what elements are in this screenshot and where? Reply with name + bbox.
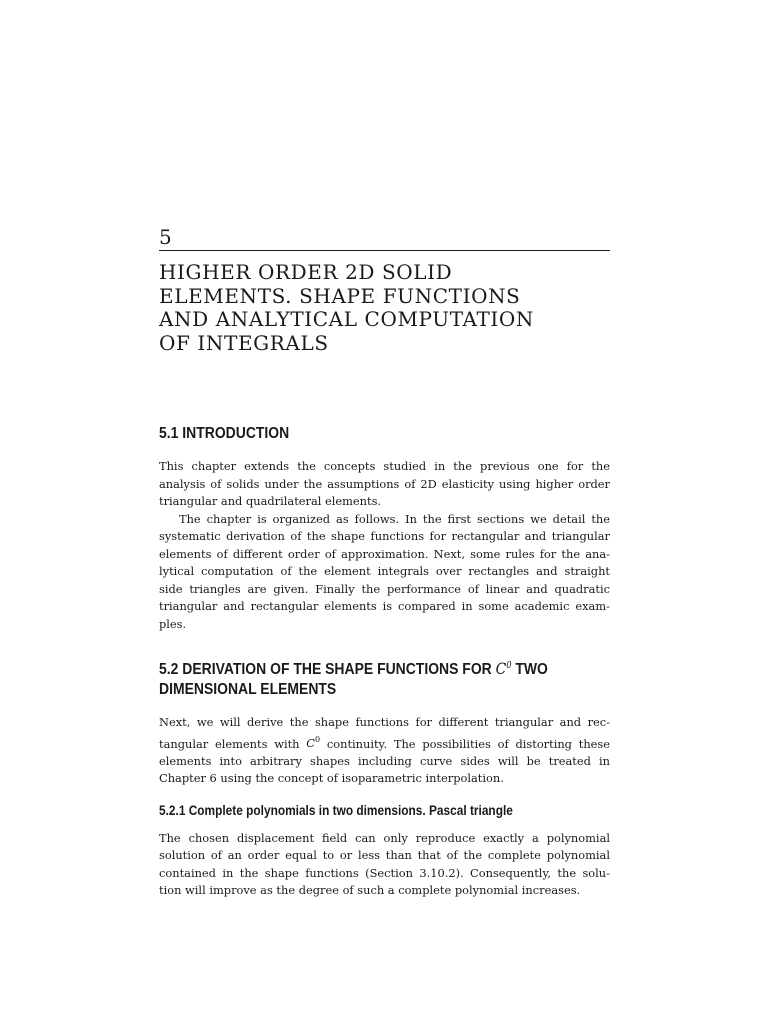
pascal-paragraph-1 <box>159 830 610 900</box>
c-symbol: $C^0$ <box>306 735 321 751</box>
subsection-heading-pascal: 5.2.1 Complete polynomials in two dimensions. Pascal triangle <box>159 803 513 818</box>
text-line: The chapter is organized as follows. In the first sections we detail the <box>179 511 610 526</box>
text-line: lytical computation of the element integrals over rectangles and straight <box>159 564 610 578</box>
c-superscript: 0 <box>315 735 321 745</box>
text-line: solution of an order equal to or less than that of the complete polynomial <box>159 848 610 862</box>
text-line: systematic derivation of the shape functions for rectangular and triangular <box>159 529 610 543</box>
chapter-title-line: AND ANALYTICAL COMPUTATION <box>159 307 535 331</box>
text-line: triangular and quadrilateral elements. <box>159 494 382 508</box>
text-line: Chapter 6 using the concept of isoparametric interpolation. <box>159 771 504 786</box>
text-line: elements of different order of approximation. Next, some rules for the ana- <box>159 546 610 561</box>
text-line: Next, we will derive the shape functions for different triangular and rec- <box>159 715 610 729</box>
c-symbol: $C^0$ <box>495 660 512 679</box>
text-line: elements into arbitrary shapes including curve sides will be treated in <box>159 753 610 768</box>
chapter-title-line: OF INTEGRALS <box>159 330 329 355</box>
text-line: ples. <box>159 616 187 631</box>
chapter-rule <box>159 250 610 251</box>
section-heading-derivation-line2: DIMENSIONAL ELEMENTS <box>159 681 337 698</box>
text-line <box>159 732 610 753</box>
text-line: triangular and rectangular elements is compared in some academic exam- <box>159 599 610 613</box>
intro-paragraph-2 <box>159 511 610 634</box>
chapter-title-line: ELEMENTS. SHAPE FUNCTIONS <box>159 283 521 308</box>
text-line: analysis of solids under the assumptions of 2D elasticity using higher order <box>159 476 610 491</box>
intro-paragraph-1 <box>159 458 610 511</box>
text-line: This chapter extends the concepts studied in the previous one for the <box>159 459 610 473</box>
chapter-number: 5 <box>159 225 172 249</box>
text-line: The chosen displacement field can only reproduce exactly a polynomial <box>159 830 610 845</box>
heading-text: 5.2 DERIVATION OF THE SHAPE FUNCTIONS FOR <box>159 661 496 679</box>
text-span: continuity. The possibilities of distorting these <box>320 736 610 751</box>
section-heading-introduction: 5.1 INTRODUCTION <box>159 425 290 442</box>
text-line: side triangles are given. Finally the performance of linear and quadratic <box>159 581 610 596</box>
chapter-title <box>159 261 610 355</box>
text-span: tangular elements with <box>159 736 307 751</box>
heading-text: TWO <box>511 661 548 679</box>
text-line: contained in the shape functions (Section 3.10.2). Consequently, the solu- <box>159 865 610 880</box>
text-line: tion will improve as the degree of such a complete polynomial increases. <box>159 883 581 897</box>
c-superscript: 0 <box>506 661 512 671</box>
derivation-paragraph-1 <box>159 714 610 788</box>
chapter-title-line: HIGHER ORDER 2D SOLID <box>159 260 453 284</box>
